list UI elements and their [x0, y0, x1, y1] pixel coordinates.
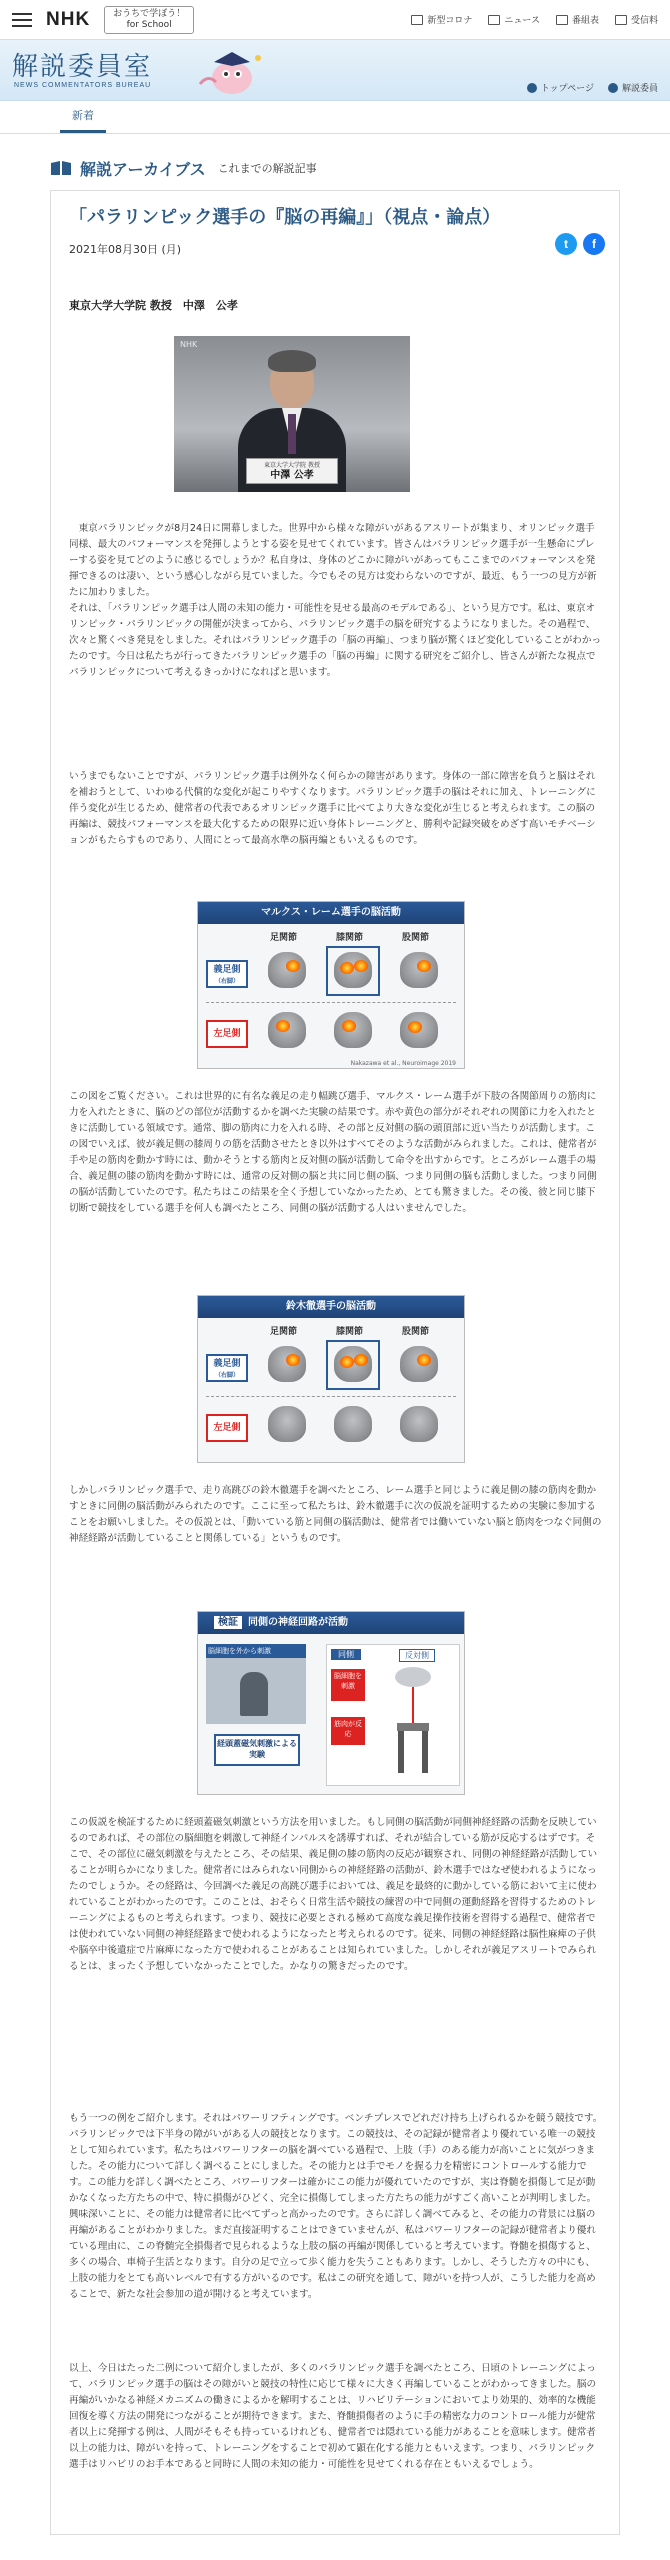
news-icon — [488, 15, 500, 25]
brain-image — [334, 1346, 372, 1382]
arrow-circle-icon — [527, 83, 537, 93]
brain-image — [334, 952, 372, 988]
tab-latest[interactable]: 新着 — [60, 107, 106, 133]
section-nav — [0, 101, 670, 134]
top-page-link[interactable]: トップページ — [527, 81, 594, 94]
program-link[interactable]: 番組表 — [556, 13, 599, 26]
brain-image — [400, 1406, 438, 1442]
global-header — [0, 0, 670, 40]
speaker-photo — [174, 336, 410, 492]
verify-tag: 検証 — [214, 1616, 242, 1629]
article-card — [50, 190, 620, 2535]
article-author: 東京大学大学院 教授 中澤 公孝 — [69, 299, 238, 312]
news-link[interactable]: ニュース — [488, 13, 540, 26]
leg-diagram-icon — [371, 1665, 455, 1781]
archive-title: 解説アーカイブス — [80, 159, 206, 179]
figure-title: マルクス・レーム選手の脳活動 — [198, 902, 464, 924]
experiment-photo: 脳細胞を外から刺激 — [206, 1644, 306, 1724]
brain-image — [268, 1406, 306, 1442]
brain-image — [334, 1406, 372, 1442]
figure-title: 鈴木徹選手の脳活動 — [198, 1296, 464, 1318]
share-buttons — [555, 233, 605, 255]
brain-image — [268, 952, 306, 988]
brain-image — [400, 1012, 438, 1048]
article-title: 「パラリンピック選手の『脳の再編』」（視点・論点） — [69, 207, 501, 228]
paragraph-4: しかしパラリンピック選手で、走り高跳びの鈴木徹選手を調べたところ、レーム選手と同じように義足側の膝の筋肉を動かすときに同側の脳活動がみられたのです。ここに至って私たちは、鈴木徹選手に次の仮説を証明するための実験に参加することをお願いしました。その仮説とは、「動いている筋と同側の脳活動は、健常者では働いていない脳と筋肉をつなぐ同側の神経経路が活動していることと関係している」というものです。 — [69, 1485, 602, 1544]
program-icon — [556, 15, 568, 25]
brain-image — [400, 952, 438, 988]
left-side-label: 左足側 — [206, 1020, 248, 1048]
corona-icon — [411, 15, 423, 25]
brain-image — [334, 1012, 372, 1048]
paragraph-6: もう一つの例をご紹介します。それはパワーリフティングです。ベンチプレスでどれだけ持ち上げられるかを競う競技です。パラリンピックでは下半身の障がいがある人の競技となります。この競技は、その記録が健常者より優れている唯一の競技として知られています。私たちはパワーリフターの脳を調べている過程で、上肢（手）のある能力が高いことに気がつきました。その能力について詳しく調べることにしました。その能力とは手でモノを握る力を精密にコントロールする能力です。この能力を詳しく調べたところ、パワーリフターは確かにこの能力が優れていたのですが、実は脊髄を損傷して足が動かなくなった方たちの中で、特に損傷がひどく、完全に損傷してしまった方たちの能力がすごく高いことが判明しました。興味深いことに、その能力は健常者に比べてずっと高かったのです。さらに詳しく調べてみると、その能力の背景には脳の再編があることがわかりました。まだ直接証明することはできていませんが、私はパワーリフターの記録が健常者より優れている理由に、この脊髄完全損傷者で見られるような上肢の脳の再編が関係していると考えています。脊髄を損傷すると、多くの場合、車椅子生活となります。自分の足で立って歩く能力を失うこともあります。しかし、そうした方々の中にも、上肢の能力をとても高いレベルで有する方がいるのです。私はこの研究を通して、障がいを持つ人が、こうした能力を高めることで、新たな社会参加の道が開けると考えています。 — [69, 2113, 603, 2300]
menu-icon[interactable] — [12, 13, 32, 27]
broadcaster-logo: NHK — [180, 340, 198, 349]
paragraph-3: この図をご覧ください。これは世界的に有名な義足の走り幅跳び選手、マルクス・レーム選手が下肢の各関節周りの筋肉に力を入れたときに、脳のどの部位が活動するかを調べた実験の結果です。赤や黄色の部分がそれぞれの関節に力を入れたときに活動している領域です。通常、脚の筋肉に力を入れる時、その部と反対側の脳の頭頂部に近い当たりが活動します。この図でいえば、彼が義足側の膝周りの筋を活動させたとき以外はすべてそのような活動がみられました。これは、健常者が手や足の筋肉を動かす時には、動かそうとする筋肉と反対側の脳が活動して命令を出すからです。ところがレーム選手の場合、義足側の膝の筋肉を動かす時には、通常の反対側の脳と共に同じ側の脳、つまり同側の脳も活動しました。つまり同側の脳が活動していたのです。私たちはこの結果を全く予想していなかったため、とても驚きました。その後、彼と同じ膝下切断で競技をしている選手を何人も調べたところ、同側の脳が活動する人はいませんでした。 — [69, 1091, 597, 1214]
archive-subtitle: これまでの解説記事 — [217, 162, 317, 175]
article-date: 2021年08月30日 (月) — [69, 243, 182, 256]
corona-link[interactable]: 新型コロナ — [411, 13, 472, 26]
person-circle-icon — [608, 83, 618, 93]
site-subtitle: NEWS COMMENTATORS BUREAU — [14, 82, 152, 89]
commentators-link[interactable]: 解説委員 — [608, 81, 658, 94]
tms-label: 経頭蓋磁気刺激による実験 — [214, 1734, 300, 1766]
fee-link[interactable]: 受信料 — [615, 13, 658, 26]
facebook-share-icon[interactable]: f — [583, 233, 605, 255]
mascot-icon — [188, 44, 268, 100]
pathway-diagram: 同側 反対側 脳細胞を刺激 筋肉が反応 — [326, 1644, 460, 1786]
book-icon — [50, 160, 72, 176]
nhk-logo[interactable]: NHK — [46, 8, 91, 30]
brain-image — [268, 1012, 306, 1048]
brain-image — [400, 1346, 438, 1382]
paragraph-1: 東京パラリンピックが8月24日に開幕しました。世界中から様々な障がいがあるアスリートが集まり、オリンピック選手同様、最大のパフォーマンスを発揮しようとする姿を見せてくれています。皆さんはパラリンピック選手が一生懸命にプレーする姿を見てどのように感じるでしょうか？私自身は、身体のどこかに障がいがあってもここまでのパフォーマンスを発揮できるのは凄い、という感心しながら見ていました。今でもその見方は変わらないのですが、最近、もう一つの見方が新たに加わりました。 それは、「パラリンピック選手は人間の未知の能力・可能性を見せる最高のモデルである」、という見方です。私は、東京オリンピック・パラリンピックの開催が決まってから、パラリンピック選手の脳を研究するようになりました。その過程で、次々と驚くべき発見をしました。それはパラリンピック選手の「脳の再編」、つまり脳が驚くほど変化していることがわかったのです。今日は私たちが行ってきたパラリンピック選手の「脳の再編」に関する研究をご紹介し、皆さんが新たな視点でパラリンピックについて考えるきっかけになればと思います。 — [69, 523, 602, 678]
figure-ipsilateral — [197, 1611, 465, 1795]
speaker-caption: 東京大学大学院 教授 中澤 公孝 — [246, 458, 338, 484]
left-side-label: 左足側 — [206, 1414, 248, 1442]
for-school-button[interactable]: おうちで学ぼう！ for School — [104, 6, 194, 34]
paragraph-2: いうまでもないことですが、パラリンピック選手は例外なく何らかの障害があります。身体の一部に障害を負うと脳はそれを補おうとして、いわゆる代償的な変化が起こりやすくなります。パラリンピック選手の脳はそれに加え、トレーニングに伴う変化が生じるため、健常者の代表であるオリンピック選手に比べてより大きな変化が生じると考えられます。この脳の再編は、競技パフォーマンスを最大化するための限界に近い身体トレーニングと、勝利や記録突破をめざす高いモチベーションがもたらすものであり、人間にとって最高水準の脳再編ともいえるものです。 — [69, 771, 596, 846]
brain-image — [268, 1346, 306, 1382]
figure-suzuki-brain: 鈴木徹選手の脳活動 足関節 膝関節 股関節 義足側 （右脚） 左足側 — [197, 1295, 465, 1463]
figure-title: 同側の神経回路が活動 — [248, 1617, 348, 1628]
fee-icon — [615, 15, 627, 25]
site-banner — [0, 40, 670, 101]
prosthetic-side-label: 義足側 （右脚） — [206, 960, 248, 988]
twitter-share-icon[interactable]: t — [555, 233, 577, 255]
prosthetic-side-label: 義足側 （右脚） — [206, 1354, 248, 1382]
paragraph-5: この仮説を検証するために経頭蓋磁気刺激という方法を用いました。もし同側の脳活動が同側神経経路の活動を反映しているのであれば、その部位の脳細胞を刺激して神経インパルスを誘導すれば、それが結合している筋が反応するはずです。そこで、その部位に磁気刺激を与えたところ、その結果、義足側の膝の筋肉の反応が観察され、同側の神経経路が活動していることが明らかになりました。健常者にはみられない同側からの神経経路の活動が、鈴木選手ではなぜ使われるようになったのでしょうか。その経路は、今回調べた義足の高跳び選手においては、義足を最終的に動かしている筋において主に使われていることがわかったのです。このことは、おそらく日常生活や競技の練習の中で同側の運動経路を習得するためのトレーニングによるものと考えられます。つまり、競技に必要とされる極めて高度な義足操作技術を習得する過程で、健常者では使われていない同側の神経経路まで使われるようになったと考えられるのです。従来、同側の神経経路は脳性麻痺の子供や脳卒中後遺症で片麻痺になった方で使われることがあることは知られていました。しかしそれが義足アスリートでみられるとは、まったく予想していなかったことでした。かなりの驚きだったのです。 — [69, 1817, 598, 1972]
figure-rehm-brain: マルクス・レーム選手の脳活動 足関節 膝関節 股関節 義足側 （右脚） 左足側 Nakazawa et al., Neuroimage 2019 — [197, 901, 465, 1069]
site-title[interactable]: 解説委員室 — [12, 52, 153, 82]
archive-heading — [50, 156, 670, 180]
paragraph-7: 以上、今日はたった二例について紹介しましたが、多くのパラリンピック選手を調べたところ、日頃のトレーニングによって、パラリンピック選手の脳はその障がいと競技の特性に応じて様々に大きく再編していることがわかってきました。脳の再編がいかなる神経メカニズムの働きによるかを解明することは、リハビリテーションにおいてより効果的、効率的な機能回復を導く方法の開発につながることが期待できます。また、脊髄損傷者のように手の精密な力のコントロール能力が健常者以上に発揮する例は、人間がそもそも持っているけれども、健常者では隠れている能力があることを意味します。健常者以上の能力は、障がいを持って、トレーニングをすることで初めて顕在化する能力ともいえます。つまり、パラリンピック選手はリハビリのお手本であると同時に人間の未知の能力・可能性を見せてくれる存在ともいえるでしょう。 — [69, 2363, 597, 2470]
